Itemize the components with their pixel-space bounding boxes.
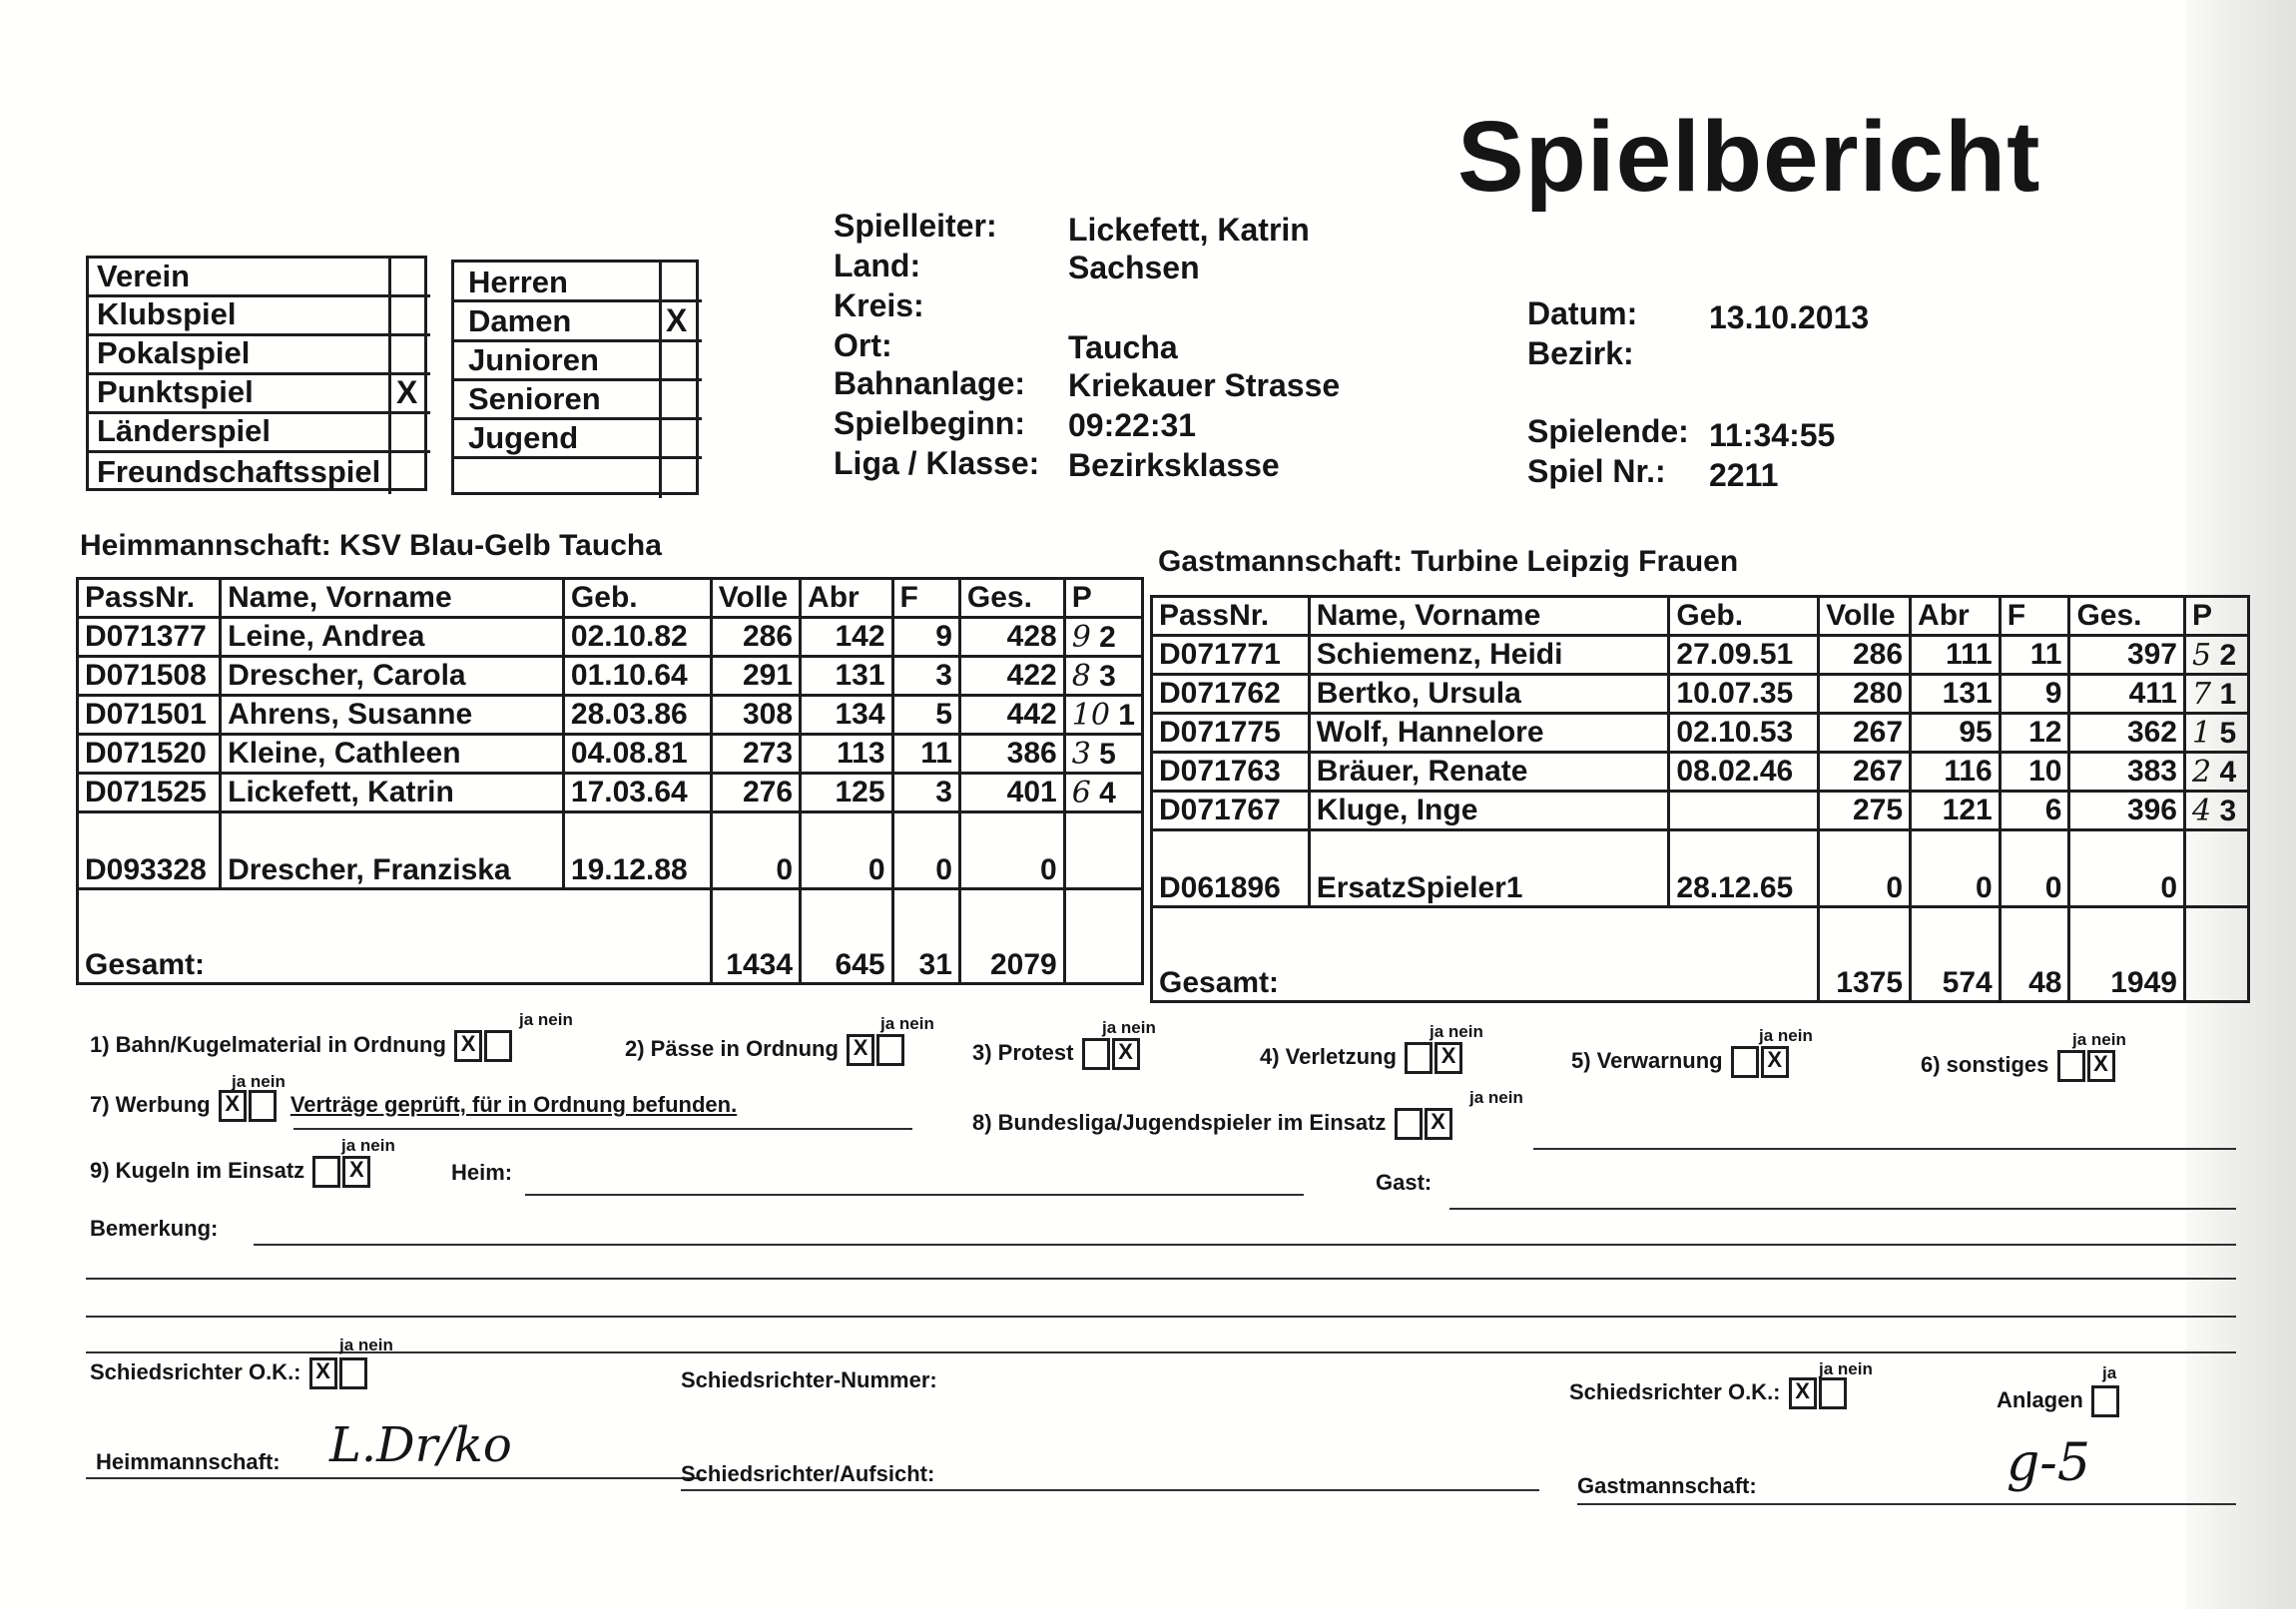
check-9-ja-nein: ja nein xyxy=(341,1136,395,1155)
check-9 xyxy=(90,1156,370,1188)
guest-col-name: Name, Vorname xyxy=(1309,597,1669,636)
check-3-nein-box[interactable]: X xyxy=(1112,1038,1140,1070)
total-f: 48 xyxy=(2000,907,2069,1002)
volle-value: 291 xyxy=(711,657,800,696)
check-3-ja-box[interactable] xyxy=(1082,1038,1110,1070)
sr-ok-left-ja-nein: ja nein xyxy=(339,1336,393,1354)
p-value xyxy=(2185,636,2249,675)
spielbeginn-value: 09:22:31 xyxy=(1068,407,1197,443)
match-type-box xyxy=(86,256,427,491)
f-value: 9 xyxy=(2000,675,2069,714)
birth-date: 28.12.65 xyxy=(1669,830,1819,907)
ges-value: 0 xyxy=(2069,830,2185,907)
spielleiter-value: Lickefett, Katrin xyxy=(1068,212,1310,248)
check-7-ja-box[interactable]: X xyxy=(219,1090,247,1122)
check-7-note-line xyxy=(293,1128,912,1130)
guest-col-geb: Geb. xyxy=(1669,597,1819,636)
total-label: Gesamt: xyxy=(78,889,712,984)
total-abr: 645 xyxy=(801,889,892,984)
punktspiel-check-mark: X xyxy=(396,374,418,410)
guest-col-volle: Volle xyxy=(1819,597,1911,636)
abr-value: 95 xyxy=(1911,714,2001,753)
page-title: Spielbericht xyxy=(1457,101,2041,213)
p-printed: 1 xyxy=(1118,698,1135,732)
table-row xyxy=(78,657,1143,696)
birth-date: 10.07.35 xyxy=(1669,675,1819,714)
ges-value: 362 xyxy=(2069,714,2185,753)
table-row xyxy=(1152,753,2249,792)
abr-value: 142 xyxy=(801,618,892,657)
volle-value: 0 xyxy=(711,812,800,889)
p-handwritten: 10 xyxy=(1071,697,1110,733)
abr-value: 113 xyxy=(801,735,892,774)
total-volle: 1375 xyxy=(1819,907,1911,1002)
spielende-value: 11:34:55 xyxy=(1709,417,1836,453)
f-value: 3 xyxy=(892,774,959,812)
sr-nummer-label: Schiedsrichter-Nummer: xyxy=(681,1367,937,1392)
table-row xyxy=(78,696,1143,735)
check-8 xyxy=(972,1108,1452,1140)
pass-nr: D071767 xyxy=(1152,792,1310,830)
p-printed: 3 xyxy=(1099,659,1116,693)
birth-date: 02.10.82 xyxy=(563,618,711,657)
p-value xyxy=(1064,774,1142,812)
anlagen-ja: ja xyxy=(2102,1363,2117,1382)
sr-aufsicht-line[interactable] xyxy=(681,1489,1539,1491)
f-value: 0 xyxy=(2000,830,2069,907)
p-value xyxy=(1064,618,1142,657)
check-5 xyxy=(1571,1046,1789,1078)
volle-value: 275 xyxy=(1819,792,1911,830)
f-value: 9 xyxy=(892,618,959,657)
check-5-nein-box[interactable]: X xyxy=(1761,1046,1789,1078)
player-name: Kleine, Cathleen xyxy=(221,735,564,774)
f-value: 3 xyxy=(892,657,959,696)
table-row xyxy=(1152,636,2249,675)
sr-ok-left-label: Schiedsrichter O.K.: xyxy=(90,1358,301,1384)
heim-label: Heim: xyxy=(451,1160,513,1185)
guest-col-f: F xyxy=(2000,597,2069,636)
abr-value: 134 xyxy=(801,696,892,735)
p-handwritten: 9 xyxy=(1071,619,1091,655)
substitute-row xyxy=(78,812,1143,889)
ges-value: 397 xyxy=(2069,636,2185,675)
p-handwritten: 8 xyxy=(1071,658,1091,694)
volle-value: 276 xyxy=(711,774,800,812)
player-name: Bräuer, Renate xyxy=(1309,753,1669,792)
anlagen xyxy=(1997,1385,2119,1417)
kreis-label: Kreis: xyxy=(834,287,924,323)
f-value: 0 xyxy=(892,812,959,889)
p-handwritten: 1 xyxy=(2192,715,2212,751)
ges-value: 422 xyxy=(959,657,1064,696)
check-3-label: 3) Protest xyxy=(972,1039,1074,1065)
total-row xyxy=(1152,907,2249,1002)
abr-value: 0 xyxy=(801,812,892,889)
pass-nr: D071377 xyxy=(78,618,221,657)
p-printed: 4 xyxy=(1099,776,1116,809)
player-name: Drescher, Franziska xyxy=(221,812,564,889)
volle-value: 0 xyxy=(1819,830,1911,907)
check-4-nein-box[interactable]: X xyxy=(1435,1042,1462,1074)
home-header-row xyxy=(78,579,1143,618)
match-type-pokalspiel: Pokalspiel xyxy=(97,335,251,370)
ges-value: 428 xyxy=(959,618,1064,657)
home-signature: L.Dr/ko xyxy=(329,1417,512,1473)
table-row xyxy=(1152,792,2249,830)
check-3 xyxy=(972,1038,1140,1070)
p-value xyxy=(2185,753,2249,792)
p-printed: 2 xyxy=(1099,620,1116,654)
p-handwritten: 2 xyxy=(2192,754,2212,790)
p-value xyxy=(2185,830,2249,907)
home-col-geb: Geb. xyxy=(563,579,711,618)
check-5-ja-nein: ja nein xyxy=(1759,1026,1813,1045)
liga-value: Bezirksklasse xyxy=(1068,447,1280,483)
volle-value: 267 xyxy=(1819,714,1911,753)
damen-check-mark: X xyxy=(666,302,688,338)
pass-nr: D071775 xyxy=(1152,714,1310,753)
guest-col-ges: Ges. xyxy=(2069,597,2185,636)
table-row xyxy=(1152,714,2249,753)
player-name: Ahrens, Susanne xyxy=(221,696,564,735)
total-ges: 1949 xyxy=(2069,907,2185,1002)
p-printed: 3 xyxy=(2219,794,2237,827)
table-row xyxy=(78,618,1143,657)
bezirk-label: Bezirk: xyxy=(1527,335,1634,371)
bemerkung-line-1[interactable] xyxy=(254,1244,2236,1246)
volle-value: 286 xyxy=(1819,636,1911,675)
guest-col-passnr: PassNr. xyxy=(1152,597,1310,636)
pass-nr: D061896 xyxy=(1152,830,1310,907)
total-f: 31 xyxy=(892,889,959,984)
sr-aufsicht-label: Schiedsrichter/Aufsicht: xyxy=(681,1461,935,1486)
volle-value: 286 xyxy=(711,618,800,657)
check-4-ja-nein: ja nein xyxy=(1430,1022,1483,1041)
player-name: Kluge, Inge xyxy=(1309,792,1669,830)
check-8-line xyxy=(1533,1148,2236,1150)
sr-ok-left xyxy=(90,1357,367,1389)
ort-label: Ort: xyxy=(834,327,892,363)
volle-value: 280 xyxy=(1819,675,1911,714)
check-1-ja-box[interactable]: X xyxy=(454,1030,482,1062)
pass-nr: D071763 xyxy=(1152,753,1310,792)
home-col-name: Name, Vorname xyxy=(221,579,564,618)
pass-nr: D071520 xyxy=(78,735,221,774)
spielleiter-label: Spielleiter: xyxy=(834,208,997,244)
birth-date: 04.08.81 xyxy=(563,735,711,774)
volle-value: 308 xyxy=(711,696,800,735)
p-value xyxy=(2185,714,2249,753)
abr-value: 111 xyxy=(1911,636,2001,675)
check-8-ja-nein: ja nein xyxy=(1469,1088,1523,1107)
check-2-label: 2) Pässe in Ordnung xyxy=(625,1035,839,1061)
check-9-ja-box[interactable] xyxy=(312,1156,340,1188)
abr-value: 121 xyxy=(1911,792,2001,830)
category-herren: Herren xyxy=(468,265,568,299)
check-1-nein-box[interactable] xyxy=(484,1030,512,1062)
p-printed: 1 xyxy=(2219,677,2237,711)
land-label: Land: xyxy=(834,248,921,283)
ges-value: 442 xyxy=(959,696,1064,735)
heimmannschaft-sig-label: Heimmannschaft: xyxy=(96,1449,281,1474)
total-label: Gesamt: xyxy=(1152,907,1819,1002)
check-8-nein-box[interactable]: X xyxy=(1425,1108,1452,1140)
check-1 xyxy=(90,1030,512,1062)
category-box xyxy=(451,260,699,495)
table-row xyxy=(1152,675,2249,714)
player-name: ErsatzSpieler1 xyxy=(1309,830,1669,907)
sr-ok-left-nein-box[interactable] xyxy=(339,1357,367,1389)
total-volle: 1434 xyxy=(711,889,800,984)
sr-ok-right-ja-box[interactable]: X xyxy=(1789,1377,1817,1409)
home-col-volle: Volle xyxy=(711,579,800,618)
gast-line[interactable] xyxy=(1449,1208,2236,1210)
datum-value: 13.10.2013 xyxy=(1709,299,1870,335)
match-type-punktspiel: Punktspiel xyxy=(97,374,254,409)
volle-value: 273 xyxy=(711,735,800,774)
player-name: Leine, Andrea xyxy=(221,618,564,657)
f-value: 12 xyxy=(2000,714,2069,753)
bemerkung-label: Bemerkung: xyxy=(90,1216,219,1241)
player-name: Bertko, Ursula xyxy=(1309,675,1669,714)
f-value: 5 xyxy=(892,696,959,735)
category-senioren: Senioren xyxy=(468,381,601,416)
gast-signature-line[interactable] xyxy=(1577,1503,2236,1505)
f-value: 11 xyxy=(2000,636,2069,675)
check-2-ja-box[interactable]: X xyxy=(847,1034,874,1066)
home-col-passnr: PassNr. xyxy=(78,579,221,618)
home-col-ges: Ges. xyxy=(959,579,1064,618)
category-damen: Damen xyxy=(468,303,572,338)
birth-date: 01.10.64 xyxy=(563,657,711,696)
spielbeginn-label: Spielbeginn: xyxy=(834,405,1025,441)
check-6-ja-nein: ja nein xyxy=(2072,1030,2126,1049)
bahnanlage-label: Bahnanlage: xyxy=(834,365,1026,401)
sr-ok-right xyxy=(1569,1377,1847,1409)
sr-ok-left-ja-box[interactable]: X xyxy=(309,1357,337,1389)
ges-value: 0 xyxy=(959,812,1064,889)
check-4-ja-box[interactable] xyxy=(1405,1042,1433,1074)
birth-date: 28.03.86 xyxy=(563,696,711,735)
pass-nr: D071508 xyxy=(78,657,221,696)
table-row xyxy=(78,774,1143,812)
p-value xyxy=(1064,735,1142,774)
f-value: 6 xyxy=(2000,792,2069,830)
pass-nr: D071525 xyxy=(78,774,221,812)
spielende-label: Spielende: xyxy=(1527,413,1689,449)
ges-value: 401 xyxy=(959,774,1064,812)
check-4-label: 4) Verletzung xyxy=(1260,1043,1397,1069)
birth-date xyxy=(1669,792,1819,830)
substitute-row xyxy=(1152,830,2249,907)
bemerkung-line-2[interactable] xyxy=(86,1278,2236,1280)
abr-value: 0 xyxy=(1911,830,2001,907)
guest-team-label: Gastmannschaft: Turbine Leipzig Frauen xyxy=(1158,545,1739,578)
ges-value: 411 xyxy=(2069,675,2185,714)
sr-ok-right-ja-nein: ja nein xyxy=(1819,1359,1873,1378)
birth-date: 17.03.64 xyxy=(563,774,711,812)
p-printed: 5 xyxy=(1099,737,1116,771)
check-6 xyxy=(1921,1050,2115,1082)
check-8-label: 8) Bundesliga/Jugendspieler im Einsatz xyxy=(972,1109,1387,1135)
p-handwritten: 7 xyxy=(2192,676,2212,712)
ges-value: 396 xyxy=(2069,792,2185,830)
volle-value: 267 xyxy=(1819,753,1911,792)
gast-label: Gast: xyxy=(1376,1170,1433,1195)
check-7 xyxy=(90,1090,737,1122)
ges-value: 386 xyxy=(959,735,1064,774)
check-2-ja-nein: ja nein xyxy=(880,1014,934,1033)
anlagen-label: Anlagen xyxy=(1997,1386,2083,1412)
check-7-nein-box[interactable] xyxy=(249,1090,277,1122)
p-value xyxy=(2185,675,2249,714)
category-junioren: Junioren xyxy=(468,342,599,377)
player-name: Drescher, Carola xyxy=(221,657,564,696)
anlagen-ja-box[interactable] xyxy=(2091,1385,2119,1417)
pass-nr: D071771 xyxy=(1152,636,1310,675)
check-6-ja-box[interactable] xyxy=(2057,1050,2085,1082)
p-printed: 5 xyxy=(2219,716,2237,750)
home-col-abr: Abr xyxy=(801,579,892,618)
ges-value: 383 xyxy=(2069,753,2185,792)
check-6-label: 6) sonstiges xyxy=(1921,1051,2049,1077)
f-value: 11 xyxy=(892,735,959,774)
home-col-f: F xyxy=(892,579,959,618)
check-1-label: 1) Bahn/Kugelmaterial in Ordnung xyxy=(90,1031,446,1057)
bahnanlage-value: Kriekauer Strasse xyxy=(1068,367,1341,403)
match-type-klubspiel: Klubspiel xyxy=(97,296,237,331)
match-type-freundschaftsspiel: Freundschaftsspiel xyxy=(97,454,381,489)
check-2-nein-box[interactable] xyxy=(876,1034,904,1066)
check-7-label: 7) Werbung xyxy=(90,1091,211,1117)
p-printed: 2 xyxy=(2219,638,2237,672)
birth-date: 27.09.51 xyxy=(1669,636,1819,675)
p-value xyxy=(2185,792,2249,830)
match-type-verein: Verein xyxy=(97,259,191,293)
match-type-laenderspiel: Länderspiel xyxy=(97,413,271,448)
check-3-ja-nein: ja nein xyxy=(1102,1018,1156,1037)
guest-col-p: P xyxy=(2185,597,2249,636)
check-8-ja-box[interactable] xyxy=(1395,1108,1423,1140)
abr-value: 116 xyxy=(1911,753,2001,792)
check-9-nein-box[interactable]: X xyxy=(342,1156,370,1188)
f-value: 10 xyxy=(2000,753,2069,792)
bemerkung-line-3[interactable] xyxy=(86,1316,2236,1318)
total-row xyxy=(78,889,1143,984)
check-2 xyxy=(625,1034,904,1066)
player-name: Lickefett, Katrin xyxy=(221,774,564,812)
heim-signature-line[interactable] xyxy=(86,1477,705,1479)
pass-nr: D071762 xyxy=(1152,675,1310,714)
bemerkung-line-4[interactable] xyxy=(86,1351,2236,1353)
p-value xyxy=(1064,696,1142,735)
abr-value: 131 xyxy=(1911,675,2001,714)
p-handwritten: 5 xyxy=(2192,637,2212,673)
p-value xyxy=(1064,657,1142,696)
check-7-note: Verträge geprüft, für in Ordnung befunden. xyxy=(289,1091,738,1117)
abr-value: 131 xyxy=(801,657,892,696)
home-team-label: Heimmannschaft: KSV Blau-Gelb Taucha xyxy=(80,529,662,562)
check-9-label: 9) Kugeln im Einsatz xyxy=(90,1157,305,1183)
liga-label: Liga / Klasse: xyxy=(834,445,1040,481)
sr-ok-right-label: Schiedsrichter O.K.: xyxy=(1569,1378,1781,1404)
p-handwritten: 6 xyxy=(1071,775,1091,810)
birth-date: 08.02.46 xyxy=(1669,753,1819,792)
p-handwritten: 4 xyxy=(2192,793,2212,828)
total-abr: 574 xyxy=(1911,907,2001,1002)
guest-signature: g-5 xyxy=(2007,1433,2090,1493)
check-1-ja-nein: ja nein xyxy=(519,1010,573,1029)
gastmannschaft-sig-label: Gastmannschaft: xyxy=(1577,1473,1757,1498)
p-handwritten: 3 xyxy=(1071,736,1091,772)
birth-date: 19.12.88 xyxy=(563,812,711,889)
datum-label: Datum: xyxy=(1527,295,1638,331)
spielnr-label: Spiel Nr.: xyxy=(1527,453,1666,489)
p-value xyxy=(1064,812,1142,889)
spielnr-value: 2211 xyxy=(1709,457,1779,493)
check-6-nein-box[interactable]: X xyxy=(2087,1050,2115,1082)
player-name: Schiemenz, Heidi xyxy=(1309,636,1669,675)
guest-col-abr: Abr xyxy=(1911,597,2001,636)
abr-value: 125 xyxy=(801,774,892,812)
player-name: Wolf, Hannelore xyxy=(1309,714,1669,753)
ort-value: Taucha xyxy=(1068,329,1178,365)
guest-lineup-table xyxy=(1150,595,2250,1003)
check-7-ja-nein: ja nein xyxy=(232,1072,286,1091)
total-ges: 2079 xyxy=(959,889,1064,984)
land-value: Sachsen xyxy=(1068,250,1200,285)
heim-line[interactable] xyxy=(525,1194,1304,1196)
check-4 xyxy=(1260,1042,1462,1074)
home-lineup-table xyxy=(76,577,1144,985)
pass-nr: D071501 xyxy=(78,696,221,735)
guest-header-row xyxy=(1152,597,2249,636)
pass-nr: D093328 xyxy=(78,812,221,889)
check-5-label: 5) Verwarnung xyxy=(1571,1047,1723,1073)
check-5-ja-box[interactable] xyxy=(1731,1046,1759,1078)
sr-ok-right-nein-box[interactable] xyxy=(1819,1377,1847,1409)
home-col-p: P xyxy=(1064,579,1142,618)
table-row xyxy=(78,735,1143,774)
category-jugend: Jugend xyxy=(468,420,579,455)
birth-date: 02.10.53 xyxy=(1669,714,1819,753)
p-printed: 4 xyxy=(2219,755,2237,789)
